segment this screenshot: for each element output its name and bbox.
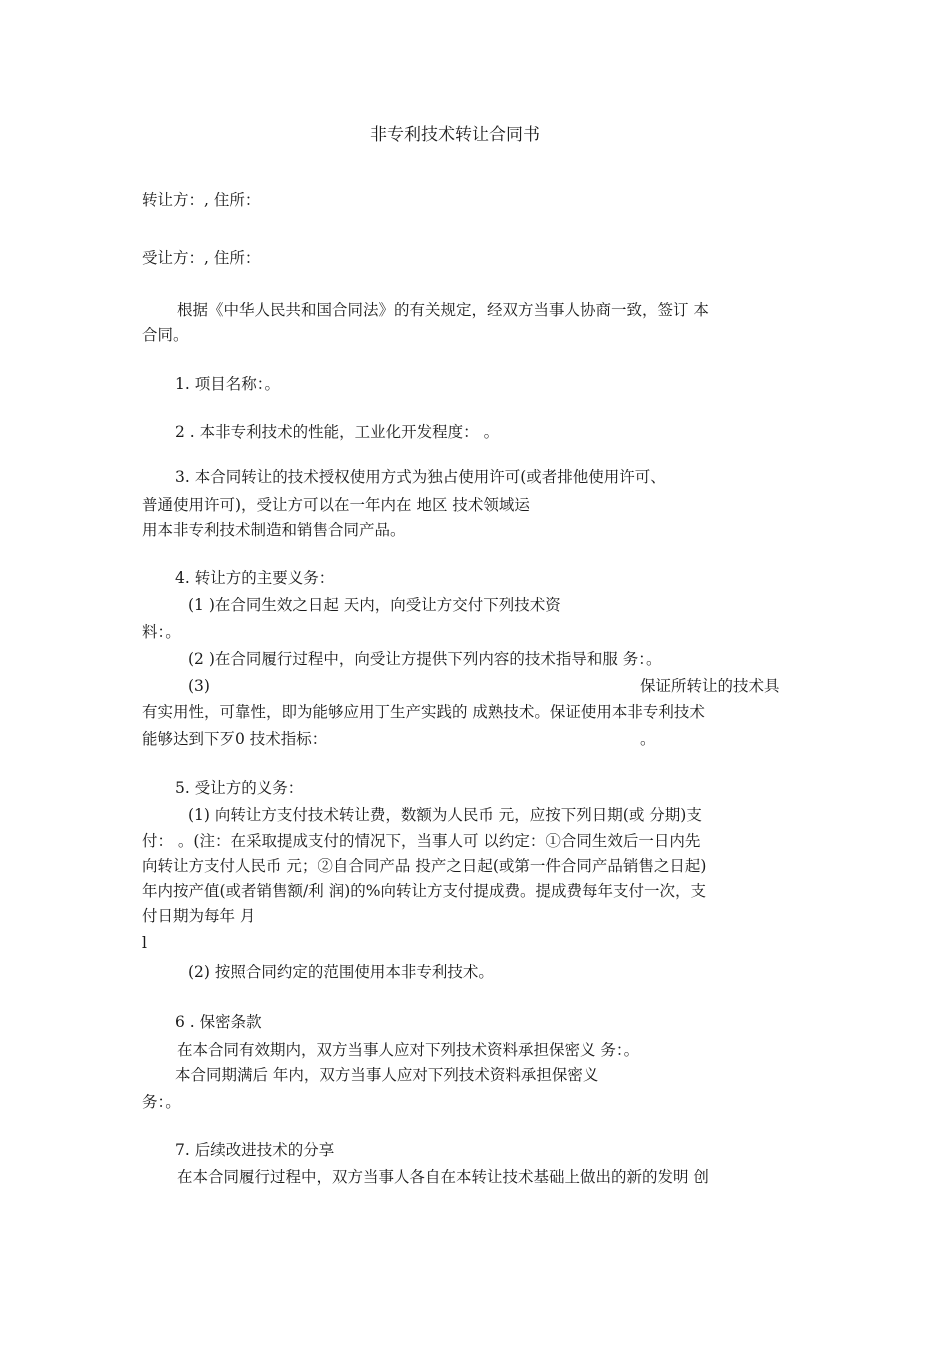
paragraph-line: 保证所转让的技术具 [640,677,780,695]
paragraph-line: 7. 后续改进技术的分享 [175,1141,335,1159]
paragraph-line: 年内按产值(或者销售额/利 润)的%向转让方支付提成费。提成费每年支付一次，支 [142,882,706,900]
paragraph-line: 2 . 本非专利技术的性能，工业化开发程度： 。 [175,423,500,441]
paragraph-line: 料：。 [142,623,181,641]
document-title: 非专利技术转让合同书 [370,125,540,145]
paragraph-line: 1. 项目名称：。 [175,375,280,393]
paragraph-line: 在本合同履行过程中，双方当事人各自在本转让技术基础上做出的新的发明 创 [177,1168,709,1186]
paragraph-line: (1 )在合同生效之日起 天内，向受让方交付下列技术资 [188,596,561,614]
paragraph-line: 3. 本合同转让的技术授权使用方式为独占使用许可(或者排他使用许可、 [175,468,666,486]
paragraph-line: 5. 受让方的义务： [175,779,304,797]
paragraph-line: 6 . 保密条款 [175,1013,262,1031]
paragraph-line: 。 [640,730,656,748]
paragraph-line: 用本非专利技术制造和销售合同产品。 [142,521,406,539]
paragraph-line: 向转让方支付人民币 元；②自合同产品 投产之日起(或第一件合同产品销售之日起) [142,857,707,875]
paragraph-line: 普通使用许可)，受让方可以在一年内在 地区 技术领域运 [142,496,530,514]
paragraph-line: 务：。 [142,1093,181,1111]
paragraph-line: (3) [188,677,210,695]
paragraph-line: (2) 按照合同约定的范围使用本非专利技术。 [188,963,494,981]
paragraph-line: 根据《中华人民共和国合同法》的有关规定，经双方当事人协商一致，签订 本 [177,301,709,319]
paragraph-line: (1) 向转让方支付技术转让费，数额为人民币 元，应按下列日期(或 分期)支 [188,806,702,824]
paragraph-line: (2 )在合同履行过程中，向受让方提供下列内容的技术指导和服 务：。 [188,650,662,668]
paragraph-line: 本合同期满后 年内，双方当事人应对下列技术资料承担保密义 [175,1066,599,1084]
paragraph-line: l [142,934,147,952]
paragraph-line: 付： 。(注：在采取提成支付的情况下，当事人可 以约定：①合同生效后一日内先 [142,832,701,850]
paragraph-line: 4. 转让方的主要义务： [175,569,335,587]
paragraph-line: 转让方：, 住所： [142,191,261,209]
paragraph-line: 合同。 [142,326,189,344]
paragraph-line: 有实用性，可靠性，即为能够应用丁生产实践的 成熟技术。保证使用本非专利技术 [142,703,705,721]
paragraph-line: 在本合同有效期内，双方当事人应对下列技术资料承担保密义 务：。 [177,1041,640,1059]
paragraph-line: 能够达到下歹0 技术指标： [142,730,328,748]
paragraph-line: 受让方：, 住所： [142,249,261,267]
paragraph-line: 付日期为每年 月 [142,907,256,925]
